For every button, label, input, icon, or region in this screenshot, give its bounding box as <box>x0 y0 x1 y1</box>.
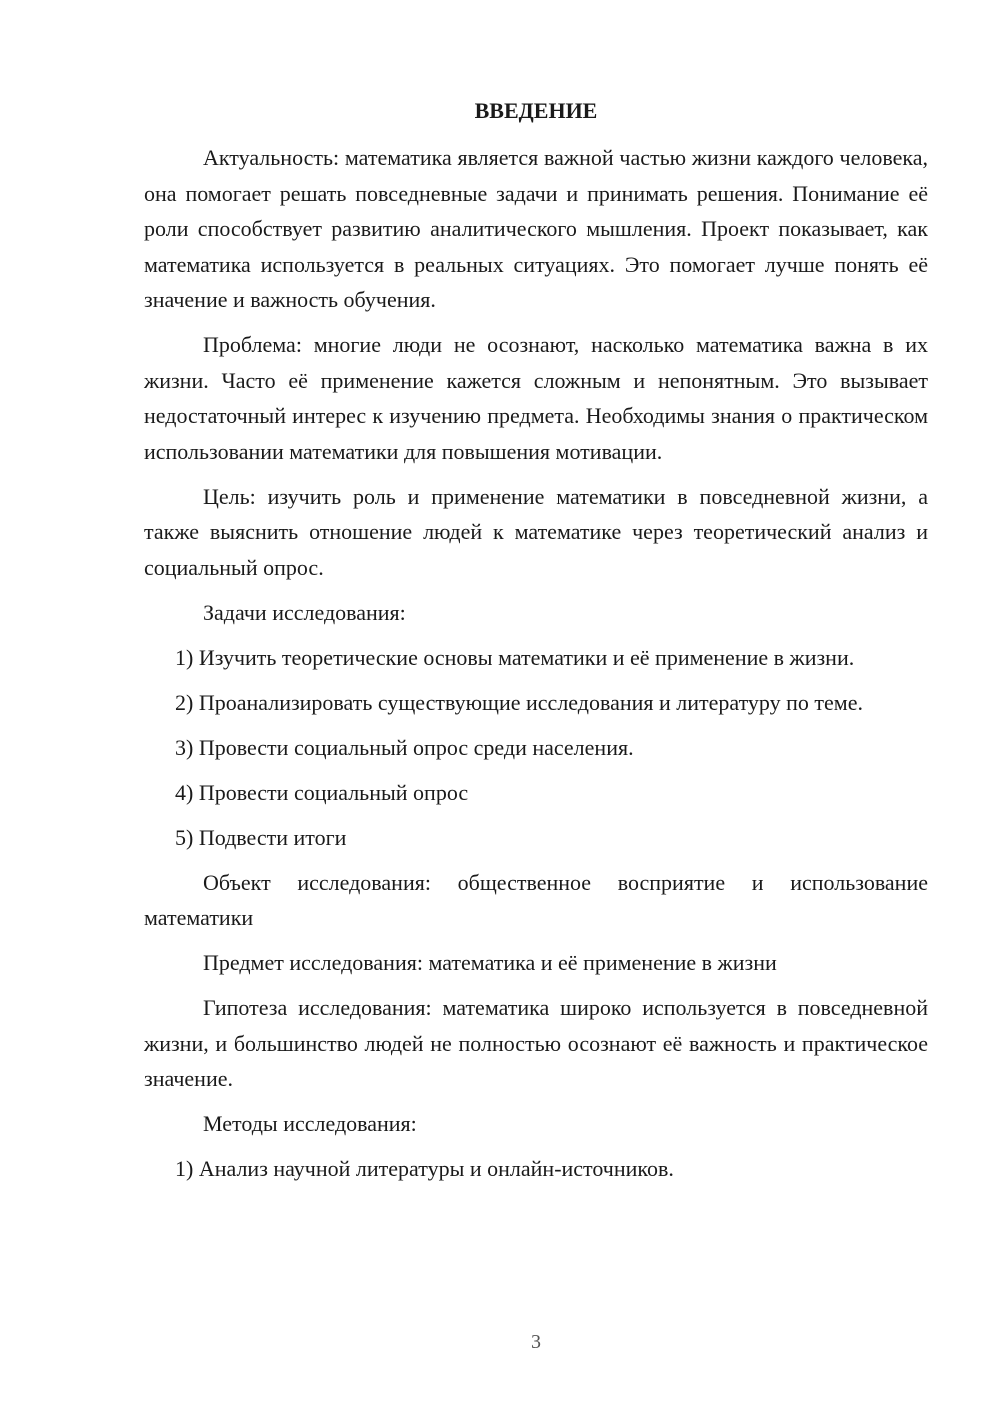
paragraph-goal: Цель: изучить роль и применение математики в повседневной жизни, а также выяснить отношение людей к математике через теоретический анализ и социальный опрос. <box>144 483 928 580</box>
method-item-1: 1) Анализ научной литературы и онлайн-источников. <box>175 1156 674 1181</box>
document-page <box>144 93 928 1187</box>
paragraph-hypothesis: Гипотеза исследования: математика широко используется в повседневной жизни, и большинство людей не полностью осознают её важность и практическое значение. <box>144 995 928 1091</box>
task-item-3: 3) Провести социальный опрос среди населения. <box>175 734 634 760</box>
task-item-2: 2) Проанализировать существующие исследования и литературу по теме. <box>175 689 863 715</box>
paragraph-object: Объект исследования: общественное восприятие и использование математики <box>144 869 928 930</box>
task-item-5: 5) Подвести итоги <box>175 824 347 850</box>
paragraph-methods-heading: Методы исследования: <box>203 1111 417 1136</box>
task-item-4: 4) Провести социальный опрос <box>175 779 469 805</box>
page-number: 3 <box>531 1331 541 1353</box>
paragraph-subject: Предмет исследования: математика и её применение в жизни <box>203 950 777 975</box>
section-title: ВВЕДЕНИЕ <box>474 98 598 123</box>
task-item-1: 1) Изучить теоретические основы математики и её применение в жизни. <box>175 644 855 670</box>
paragraph-relevance: Актуальность: математика является важной частью жизни каждого человека, она помогает решать повседневные задачи и принимать решения. Понимание её роли способствует развитию аналитического мышления. Проект показывает, как математика используется в реальных ситуациях. Это помогает лучше понять её значение и важность обучения. <box>144 145 928 312</box>
paragraph-problem: Проблема: многие люди не осознают, насколько математика важна в их жизни. Часто её применение кажется сложным и непонятным. Это вызывает недостаточный интерес к изучению предмета. Необходимы знания о практическом использовании математики для повышения мотивации. <box>144 332 928 464</box>
paragraph-tasks-heading: Задачи исследования: <box>203 599 406 625</box>
